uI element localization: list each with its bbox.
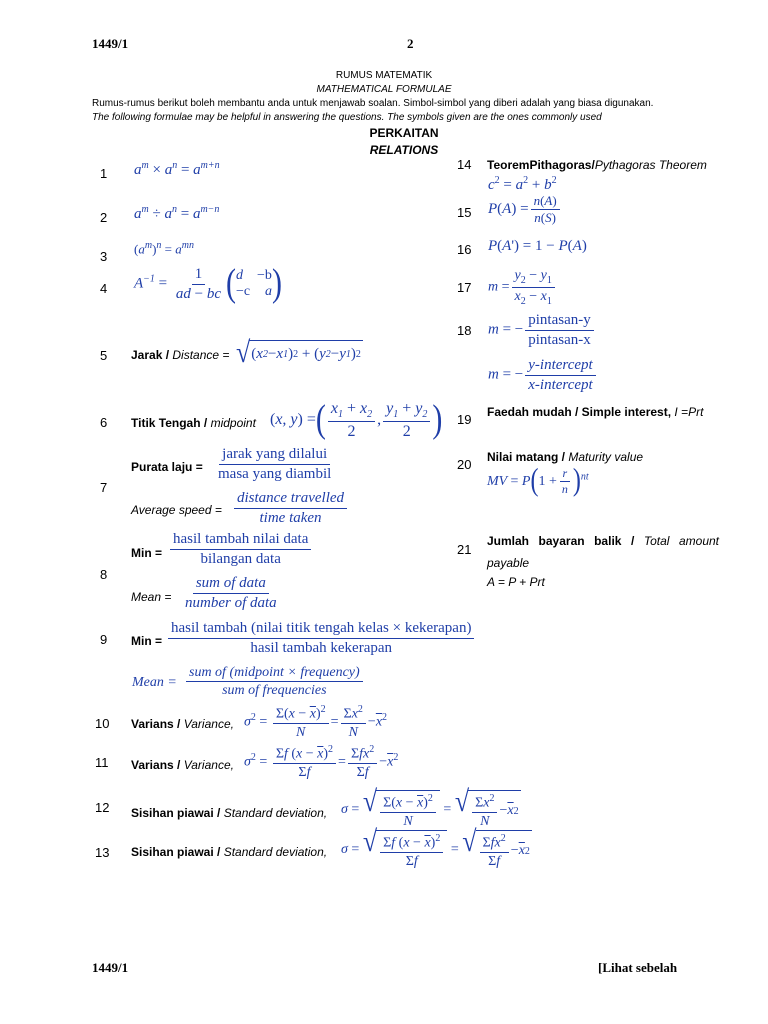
formula-18a: m = − $\frac{\text{pintasan-y}}{\text{pintasan-x}}$: [488, 312, 596, 348]
item-number: 16: [457, 242, 472, 257]
footer-code: 1449/1: [92, 960, 129, 975]
item-number: 11: [95, 755, 109, 770]
speed-label-en: Average speed =: [131, 503, 222, 517]
total-payable-label-2: payable: [487, 556, 530, 570]
formula-12: σ = √ $\frac{\Sigma(x - \overline{x})^2}{N}$ = √ $\frac{\Sigma x^2}{N}$ − $\overline{x}$ 2: [341, 784, 519, 830]
formula-21: A = P + Prt: [487, 575, 545, 589]
item-number: 18: [457, 323, 472, 338]
maturity-label: Nilai matang / Maturity value: [487, 450, 644, 464]
item-number: 3: [100, 249, 108, 264]
formula-5: √ ( x 2 − x 1 ) 2 + ( y 2 − y 1 ) 2: [236, 335, 361, 370]
formula-3: $(a^m)^n = a^{mn}$: [134, 240, 194, 257]
mean-label-ms: Min =: [131, 546, 163, 560]
formula-6: (x, y) =( $\frac{x_1 + x_2}{2}$ , $\frac{y_1 + y_2}{2}$ ): [270, 398, 443, 442]
item-number: 2: [100, 210, 108, 225]
item-number: 1: [100, 166, 108, 181]
variance-label-1: Varians / Variance,: [131, 717, 234, 731]
header-code: 1449/1: [92, 36, 129, 51]
item-number: 5: [100, 348, 108, 363]
simple-interest-label: Faedah mudah / Simple interest, I =Prt: [487, 405, 704, 419]
total-payable-label: Jumlah bayaran balik / Total amount: [487, 534, 719, 548]
formula-15: P(A) = $\frac{n(A)}{n(S)}$: [488, 194, 562, 226]
variance-label-2: Varians / Variance,: [131, 758, 234, 772]
pythagoras-label: TeoremPithagoras/Pythagoras Theorem: [487, 158, 707, 172]
item-number: 21: [457, 542, 472, 557]
title-en: MATHEMATICAL FORMULAE: [316, 84, 452, 95]
formula-1: $a^m \times a^n = a^{m+n}$: [134, 160, 220, 178]
mean2-fraction-en: $\frac{\text{sum of (midpoint × frequency)}}{\text{sum of frequencies}}$: [184, 665, 365, 699]
section-ms: PERKAITAN: [369, 126, 439, 140]
next-page-note: [Lihat sebelah: [598, 960, 678, 975]
distance-label: Jarak / Distance =: [131, 348, 230, 362]
item-number: 10: [95, 716, 110, 731]
speed-fraction-ms: $\frac{\text{jarak yang dilalui}}{\text{masa yang diambil}}$: [218, 446, 332, 482]
title-ms: RUMUS MATEMATIK: [335, 70, 433, 81]
mean2-label-en: Mean =: [132, 675, 177, 690]
speed-label-ms: Purata laju =: [131, 460, 203, 474]
formula-2: $a^m \div a^n = a^{m-n}$: [134, 204, 220, 222]
formula-10: $\sigma^2$ = $\frac{\Sigma(x - \overline{x})^2}{N}$ = $\frac{\Sigma x^2}{N}$ $-\overline{x}^2$: [244, 704, 388, 741]
mean2-label-ms: Min =: [131, 634, 163, 648]
item-number: 6: [100, 415, 108, 430]
item-number: 12: [95, 800, 110, 815]
formula-18b: m = − $\frac{\text{y-intercept}}{\text{x-intercept}}$: [488, 357, 598, 393]
sd-label-2: Sisihan piawai / Standard deviation,: [131, 845, 328, 859]
desc-en: The following formulae may be helpful in answering the questions. The symbols given are the ones commonly used: [92, 112, 602, 123]
item-number: 14: [457, 157, 472, 172]
mean-fraction-en: $\frac{\text{sum of data}}{\text{number of data}}$: [185, 575, 277, 611]
formula-4: $A^{-1}$ = $\frac{1}{ad - bc}$ ( d −b −c a ): [134, 261, 282, 305]
formula-20: MV = P(1 + $\frac{r}{n}$ )$^{nt}$: [487, 464, 589, 498]
item-number: 8: [100, 567, 108, 582]
item-number: 19: [457, 412, 472, 427]
speed-fraction-en: $\frac{\text{distance travelled}}{\text{time taken}}$: [232, 490, 349, 526]
item-number: 15: [457, 205, 472, 220]
midpoint-label: Titik Tengah / midpoint: [131, 416, 256, 430]
item-number: 17: [457, 280, 472, 295]
item-number: 9: [100, 632, 108, 647]
item-number: 7: [100, 480, 108, 495]
mean2-fraction-ms: $\frac{\text{hasil tambah (nilai titik tengah kelas × kekerapan)}}{\text{hasil tambah kekerapan}}$: [166, 620, 476, 656]
formula-16: P(A') = 1 − P(A): [488, 238, 587, 254]
mean-fraction-ms: $\frac{\text{hasil tambah nilai data}}{\text{bilangan data}}$: [168, 531, 313, 567]
desc-ms: Rumus-rumus berikut boleh membantu anda untuk menjawab soalan. Simbol-simbol yang diberi adalah yang biasa digunakan.: [92, 98, 654, 109]
page-number: 2: [407, 36, 414, 51]
section-en: RELATIONS: [369, 143, 439, 157]
sd-label-1: Sisihan piawai / Standard deviation,: [131, 806, 328, 820]
mean-label-en: Mean =: [131, 590, 172, 604]
formula-14: $c^2 = a^2 + b^2$: [488, 175, 557, 193]
item-number: 13: [95, 845, 110, 860]
formula-13: σ = √ $\frac{\Sigma f (x - \overline{x})^2}{\Sigma f}$ = √ $\frac{\Sigma fx^2}{\Sigma f}$ − $\overline{x}$ 2: [341, 824, 530, 870]
item-number: 4: [100, 281, 108, 296]
item-number: 20: [457, 457, 472, 472]
formula-11: $\sigma^2$ = $\frac{\Sigma f (x - \overline{x})^2}{\Sigma f}$ = $\frac{\Sigma fx^2}{\Sigma f}$ $-\overline{x}^2$: [244, 744, 399, 781]
formula-17: m = $\frac{y_2 - y_1}{x_2 - x_1}$: [488, 268, 557, 307]
